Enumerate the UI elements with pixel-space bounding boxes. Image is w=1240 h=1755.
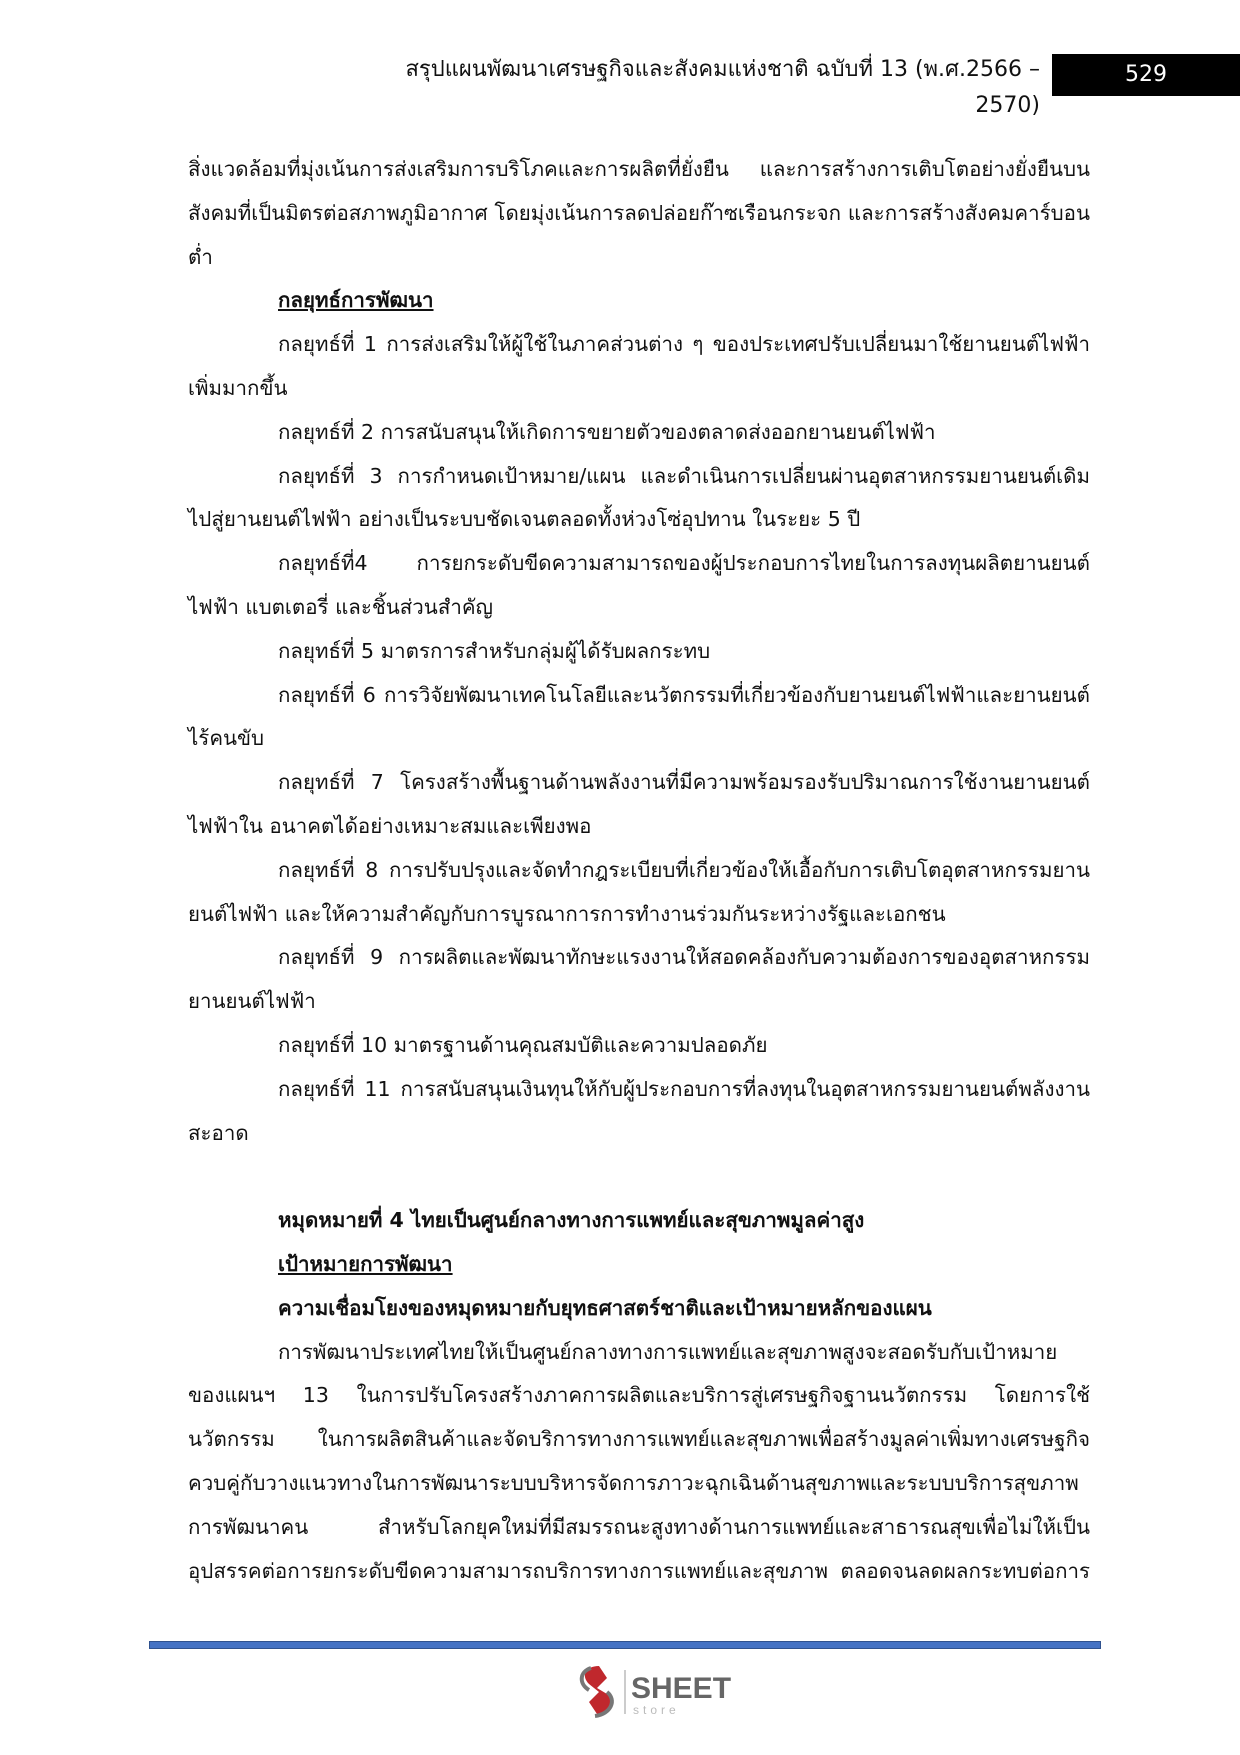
text-line: กลยุทธ์ที่ 2 การสนับสนุนให้เกิดการขยายตัวของตลาดส่งออกยานยนต์ไฟฟ้า bbox=[278, 419, 936, 444]
text-line: ไฟฟ้า แบตเตอรี่ และชิ้นส่วนสำคัญ bbox=[188, 594, 494, 619]
logo-subtext: store bbox=[633, 1703, 680, 1717]
logo-text: SHEET bbox=[631, 1672, 732, 1705]
text-line: สังคมที่เป็นมิตรต่อสภาพภูมิอากาศ โดยมุ่งเน้นการลดปล่อยก๊าซเรือนกระจก และการสร้างสังคมคาร์บอน bbox=[188, 200, 1090, 225]
text-line: กลยุทธ์ที่ 1 การส่งเสริมให้ผู้ใช้ในภาคส่วนต่าง ๆ ของประเทศปรับเปลี่ยนมาใช้ยานยนต์ไฟฟ้า bbox=[278, 332, 1090, 357]
text-line bbox=[188, 1155, 1090, 1199]
text-line: การพัฒนาคน สำหรับโลกยุคใหม่ที่มีสมรรถนะสูงทางด้านการแพทย์และสาธารณสุขเพื่อไม่ให้เป็น bbox=[188, 1514, 1090, 1539]
text-line: ยนต์ไฟฟ้า และให้ความสำคัญกับการบูรณาการการทำงานร่วมกันระหว่างรัฐและเอกชน bbox=[188, 901, 946, 926]
text-line: การพัฒนาประเทศไทยให้เป็นศูนย์กลางทางการแพทย์และสุขภาพสูงจะสอดรับกับเป้าหมาย bbox=[278, 1339, 1058, 1364]
text-line: กลยุทธ์ที่ 7 โครงสร้างพื้นฐานด้านพลังงานที่มีความพร้อมรองรับปริมาณการใช้งานยานยนต์ bbox=[278, 770, 1090, 795]
text-line: ของแผนฯ 13 ในการปรับโครงสร้างภาคการผลิตและบริการสู่เศรษฐกิจฐานนวัตกรรม โดยการใช้ bbox=[188, 1383, 1090, 1408]
text-line: กลยุทธ์ที่ 9 การผลิตและพัฒนาทักษะแรงงานให้สอดคล้องกับความต้องการของอุตสาหกรรม bbox=[278, 945, 1090, 970]
text-line: ไฟฟ้าใน อนาคตได้อย่างเหมาะสมและเพียงพอ bbox=[188, 813, 592, 838]
text-line: ไร้คนขับ bbox=[188, 726, 265, 751]
document-body bbox=[188, 148, 1090, 1593]
text-line: เพิ่มมากขึ้น bbox=[188, 375, 288, 400]
text-line: กลยุทธ์ที่ 10 มาตรฐานด้านคุณสมบัติและความปลอดภัย bbox=[278, 1032, 768, 1057]
text-line: สิ่งแวดล้อมที่มุ่งเน้นการส่งเสริมการบริโภคและการผลิตที่ยั่งยืน และการสร้างการเติบโตอย่างยั่งยืนบน bbox=[188, 157, 1090, 181]
text-line: อุปสรรคต่อการยกระดับขีดความสามารถบริการทางการแพทย์และสุขภาพ ตลอดจนลดผลกระทบต่อการ bbox=[188, 1558, 1090, 1583]
text-line: กลยุทธ์ที่ 11 การสนับสนุนเงินทุนให้กับผู้ประกอบการที่ลงทุนในอุตสาหกรรมยานยนต์พลังงาน bbox=[278, 1076, 1090, 1101]
text-line: กลยุทธ์ที่ 8 การปรับปรุงและจัดทำกฎระเบียบที่เกี่ยวข้องให้เอื้อกับการเติบโตอุตสาหกรรมยาน bbox=[278, 857, 1090, 882]
text-line: ควบคู่กับวางแนวทางในการพัฒนาระบบบริหารจัดการภาวะฉุกเฉินด้านสุขภาพและระบบบริการสุขภาพ bbox=[188, 1470, 1079, 1495]
section-heading: หมุดหมายที่ 4 ไทยเป็นศูนย์กลางทางการแพทย์และสุขภาพมูลค่าสูง bbox=[278, 1208, 865, 1233]
sheet-store-logo bbox=[577, 1662, 747, 1718]
text-line: ต่ำ bbox=[188, 244, 213, 269]
footer-divider-bar bbox=[149, 1641, 1101, 1649]
page-number: 529 bbox=[1052, 54, 1240, 96]
text-line: กลยุทธ์ที่ 3 การกำหนดเป้าหมาย/แผน และดำเนินการเปลี่ยนผ่านอุตสาหกรรมยานยนต์เดิม bbox=[278, 463, 1090, 488]
section-heading: กลยุทธ์การพัฒนา bbox=[278, 288, 434, 313]
section-heading: เป้าหมายการพัฒนา bbox=[278, 1251, 453, 1276]
text-line: นวัตกรรม ในการผลิตสินค้าและจัดบริการทางการแพทย์และสุขภาพเพื่อสร้างมูลค่าเพิ่มทางเศรษฐกิจ bbox=[188, 1427, 1090, 1452]
text-line: กลยุทธ์ที่ 6 การวิจัยพัฒนาเทคโนโลยีและนวัตกรรมที่เกี่ยวข้องกับยานยนต์ไฟฟ้าและยานยนต์ bbox=[278, 682, 1090, 707]
section-heading: ความเชื่อมโยงของหมุดหมายกับยุทธศาสตร์ชาติและเป้าหมายหลักของแผน bbox=[278, 1295, 932, 1320]
text-line: สะอาด bbox=[188, 1120, 249, 1145]
text-line: ยานยนต์ไฟฟ้า bbox=[188, 989, 316, 1014]
text-line: กลยุทธ์ที่ 5 มาตรการสำหรับกลุ่มผู้ได้รับผลกระทบ bbox=[278, 638, 711, 663]
running-header-title: สรุปแผนพัฒนาเศรษฐกิจและสังคมแห่งชาติ ฉบับที่ 13 (พ.ศ.2566 – 2570) bbox=[405, 57, 1040, 118]
text-line: กลยุทธ์ที่4 การยกระดับขีดความสามารถของผู้ประกอบการไทยในการลงทุนผลิตยานยนต์ bbox=[278, 551, 1090, 576]
text-line: ไปสู่ยานยนต์ไฟฟ้า อย่างเป็นระบบชัดเจนตลอดทั้งห่วงโซ่อุปทาน ในระยะ 5 ปี bbox=[188, 507, 861, 532]
